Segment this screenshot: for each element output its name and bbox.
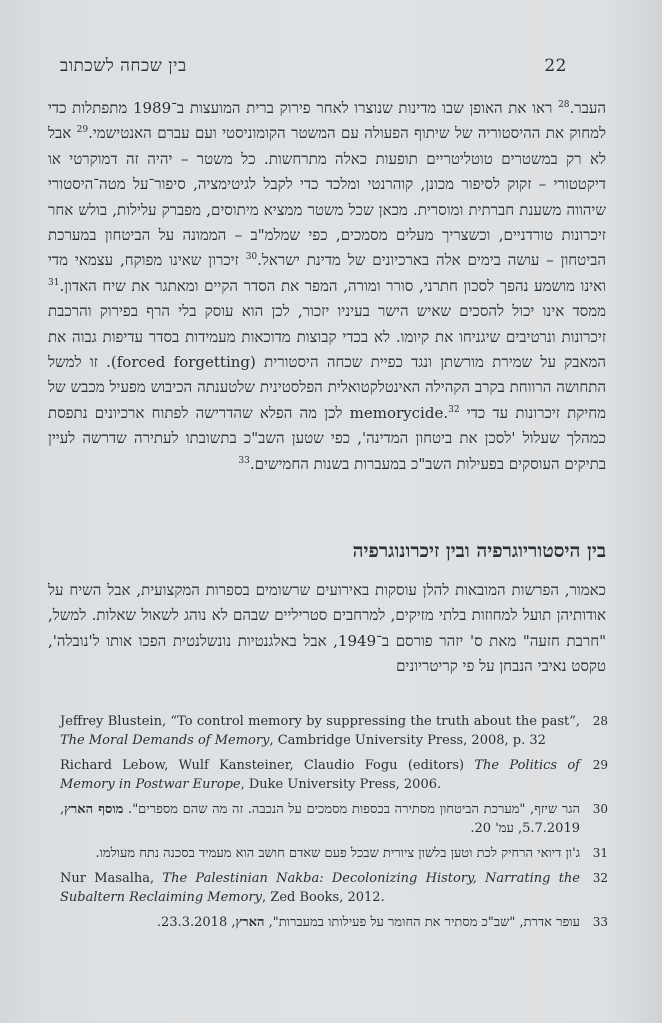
footnote-number: 30 bbox=[592, 802, 608, 816]
text-run: The Moral Demands of Memory bbox=[60, 733, 270, 748]
text-run: אבל לא רק במשטרים טוטליטריים תופעות כאלה מתרחשות. כל משטר – יהיה זה דמוקרטי או דיקטטורי – זקוק לסיפור מכונן, קוהרנטי ומלכד כדי לקבל לגיטימציה, סיפור־על מטה־היסטורי שיהווה משענת חברתית ומוסרית. מכאן שכל משטר ממציא מיתוסים, מפברק עלילות, בולש אחר זיכרונות טורדניים, וכשצריך מעלים מסמכים, כפי שמלמ"ב – הממונה על הביטחון במערכת הביטחון – עושה בימים אלה בארכיונים של מדינת ישראל. bbox=[48, 124, 607, 270]
text-run: The Politics of Memory in Postwar Europe bbox=[60, 758, 580, 792]
footnote-ref: 33 bbox=[238, 455, 250, 466]
page-number: 22 bbox=[544, 56, 567, 76]
footnote-text bbox=[60, 913, 580, 932]
text-run: Richard Lebow, Wulf Kansteiner, Claudio Fogu (editors) bbox=[60, 758, 475, 773]
text-run: Jeffrey Blustein, “To control memory by suppressing the truth about the past”, bbox=[60, 714, 580, 729]
text-run: The Palestinian Nakba: Decolonizing History, Narrating the Subaltern Reclaiming Memory bbox=[60, 871, 580, 905]
footnote-number: 33 bbox=[592, 915, 608, 929]
text-run: עופר אדרת, "שב"כ מסתיר את החומר על פעילותו במעברות", bbox=[264, 915, 580, 930]
section-paragraph: כאמור, הפרשות המובאות להלן עוסקות באירועים שרשומים בספרות המקצועית, אבל השיח על אודותיהן תועל למחוזות בלתי מזיקים, למרחבים סטריליים שבהם לא נוהג לשאול שאלות. למשל, "חרבת חזעה" מאת ס' יזהר פורסם ב־1949, אבל באלגנטיות נונשלנטית הפכו אותו ל'נובלה', טקסט נאיבי הנבחן על פי קריטריונים bbox=[48, 581, 606, 676]
footnote-number: 31 bbox=[592, 846, 608, 860]
text-run: ג'ון דיואי הרחיק לכת וטען בלשון ציורית שבכל פעם שאדם חושב הוא מעמיד בסכנה נתח מעולמו. bbox=[95, 846, 580, 861]
text-run: מוסף הארץ bbox=[64, 802, 124, 817]
text-run: Nur Masalha, bbox=[60, 871, 163, 886]
body-paragraph bbox=[48, 96, 606, 477]
text-run: , 23.3.2018. bbox=[156, 915, 236, 930]
running-title: בין שכחה לשכתוב bbox=[60, 56, 187, 76]
text-run: לכן מה הפלא שהדרישה לפתוח ארכיונים נתפסת כמהלך שעלול 'לסכן את ביטחון המדינה', כפי שטען השב"כ בתשובתו לעתירה שדרשה לעיין בתיקים העוסקים בפעילות השב"כ במעברות בשנות החמישים. bbox=[48, 403, 606, 473]
footnotes bbox=[60, 712, 608, 932]
footnote-text bbox=[60, 756, 580, 794]
text-run: העבר. bbox=[569, 99, 606, 117]
footnote-ref: 30 bbox=[245, 252, 258, 263]
text-run: הגר שיזף, "מערכת הביטחון מסתירה בכספות מסמכים על הנכבה. זה מה שהם מספרים". bbox=[123, 802, 580, 817]
text-run: , 5.7.2019, עמ' 20. bbox=[60, 802, 580, 836]
text-run: , Zed Books, 2012. bbox=[262, 890, 385, 905]
text-run: הארץ bbox=[235, 915, 265, 930]
footnote-text bbox=[60, 844, 580, 863]
footnote-text bbox=[60, 712, 580, 750]
footnote-number: 32 bbox=[592, 871, 608, 885]
footnote bbox=[60, 712, 608, 750]
footnote-number: 28 bbox=[592, 714, 608, 728]
footnote-number: 29 bbox=[592, 758, 608, 772]
footnote bbox=[60, 869, 608, 907]
text-run: ראו את האופן שבו מדינות שנוצרו לאחר פירוק ברית המועצות ב־1989 מתפתלות כדי למחוק את ההיסטוריה של שיתוף הפעולה עם המשטר הקומוניסטי ועם עברם האנטישמי. bbox=[48, 99, 606, 143]
footnote-ref: 28 bbox=[558, 100, 570, 110]
text-run: ממסד אינו יכול להסכים שאיש הישר בעיניו יזכור, לכן הוא עוסק בלי הרף בפירוק והרכבת זיכרונות ונרטיבים שיגניחו את קיומו. לא בכדי קבוצות מדוכאות מעמידות בסדר עדיפות גבוה את המאבק על שמירת מורשתן ונגד כפיית שכחה היסטורית (forced forgetting). זו למשל התחושה הרווחת בקרב הקהילה האינטלקטואלית הפלסטינית שלטענתה הכיבוש מפעיל מכבש של מחיקת זיכרונות עד כדי memorycide. bbox=[48, 302, 606, 422]
text-run: , Duke University Press, 2006. bbox=[240, 777, 442, 792]
section-heading: בין היסטוריוגרפיה ובין זיכרונוגרפיה bbox=[352, 540, 606, 562]
page-header bbox=[60, 50, 567, 84]
text-run: זיכרון שאינו מפוקח, עצמאי מדי ואינו מושמע נהפך לסכון חתרני, סורר ומורה, המפר את הסדר הקיים ומאתגר את שיח האדון. bbox=[48, 251, 606, 295]
footnote-ref: 31 bbox=[48, 277, 60, 288]
footnote bbox=[60, 756, 608, 794]
footnote-ref: 29 bbox=[76, 125, 89, 136]
text-run: , Cambridge University Press, 2008, p. 32 bbox=[269, 733, 546, 748]
footnote bbox=[60, 913, 608, 932]
footnote-text bbox=[60, 800, 580, 838]
footnote bbox=[60, 800, 608, 838]
footnote-ref: 32 bbox=[448, 404, 460, 415]
footnote-text bbox=[60, 869, 580, 907]
footnote bbox=[60, 844, 608, 863]
